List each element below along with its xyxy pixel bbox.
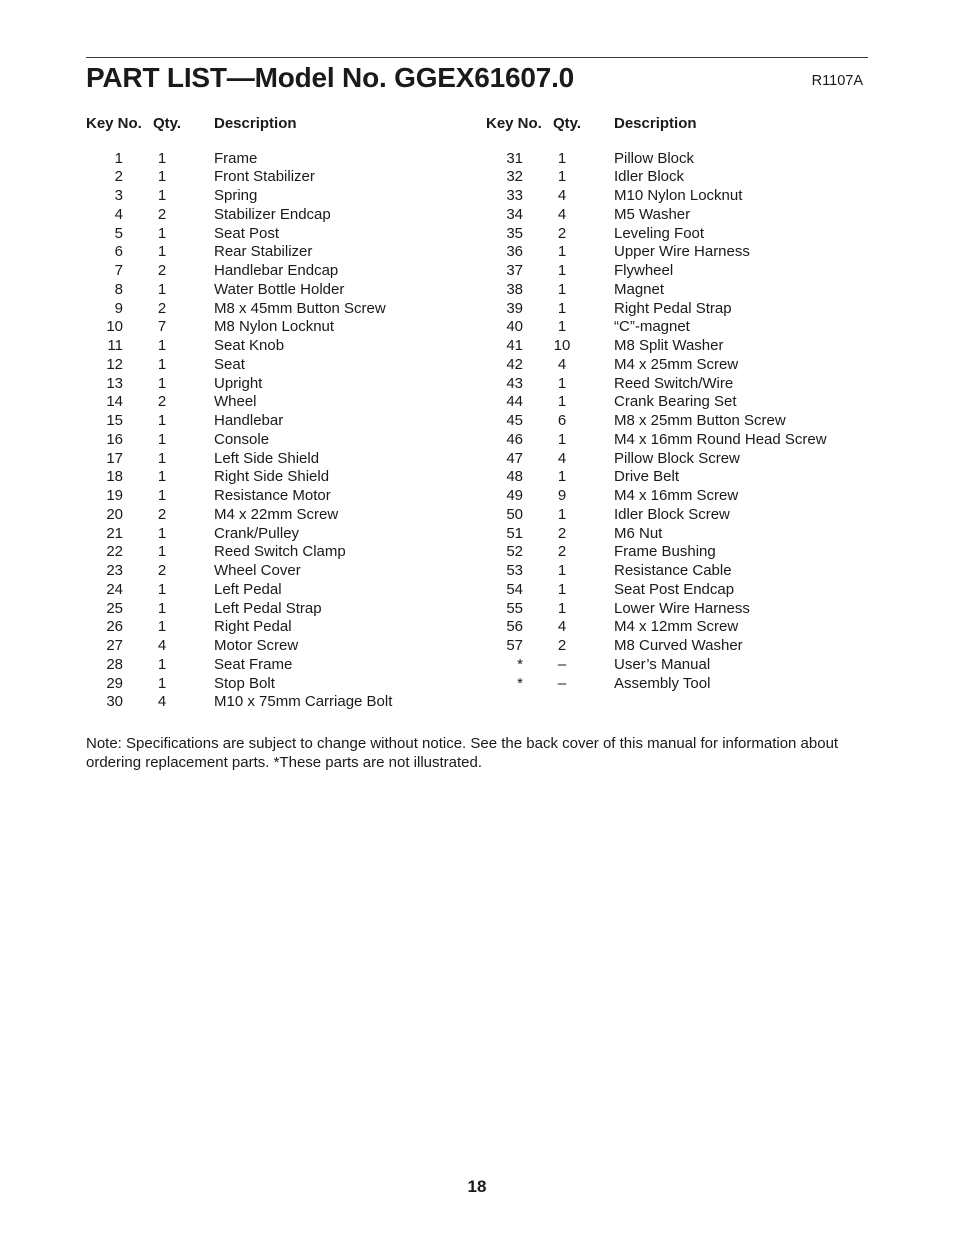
- header-key-no: Key No.: [486, 115, 542, 132]
- description-cell: M8 x 25mm Button Screw: [614, 412, 786, 429]
- key-no-cell: 55: [506, 599, 523, 617]
- qty-cell: 1: [157, 543, 167, 561]
- description-cell: Right Pedal: [214, 618, 292, 636]
- qty-cell: 1: [557, 299, 567, 317]
- qty-cell: 1: [157, 168, 167, 186]
- qty-cell: 1: [557, 280, 567, 298]
- key-no-cell: 29: [106, 674, 123, 692]
- description-cell: Frame: [214, 149, 258, 167]
- qty-cell: 2: [157, 562, 167, 579]
- description-cell: Spring: [214, 187, 258, 204]
- description-cell: Leveling Foot: [614, 224, 705, 242]
- description-cell: Right Pedal Strap: [614, 299, 732, 317]
- description-cell: M10 Nylon Locknut: [614, 187, 743, 204]
- description-cell: Front Stabilizer: [214, 168, 315, 186]
- description-cell: Stabilizer Endcap: [214, 205, 331, 223]
- qty-cell: 1: [557, 393, 567, 411]
- description-cell: Assembly Tool: [614, 674, 711, 692]
- description-cell: Idler Block: [614, 168, 685, 186]
- qty-cell: 1: [157, 374, 167, 392]
- key-no-cell: 37: [506, 262, 523, 279]
- qty-cell: 4: [157, 637, 167, 654]
- key-no-cell: 24: [106, 580, 123, 598]
- qty-cell: 1: [157, 487, 167, 504]
- description-cell: Frame Bushing: [614, 543, 716, 561]
- qty-cell: 1: [157, 224, 167, 242]
- key-no-cell: 9: [114, 299, 123, 317]
- qty-cell: 1: [557, 599, 567, 617]
- description-cell: Handlebar: [214, 412, 284, 429]
- key-no-cell: 54: [506, 580, 523, 598]
- qty-cell: 1: [157, 580, 167, 598]
- key-no-cell: 50: [506, 505, 523, 523]
- qty-cell: 1: [557, 374, 567, 392]
- qty-cell: 2: [557, 224, 567, 242]
- description-cell: Upright: [214, 374, 263, 392]
- key-no-cell: 44: [506, 393, 523, 411]
- qty-cell: 1: [157, 599, 167, 617]
- document-code: R1107A: [811, 73, 863, 89]
- key-no-cell: 56: [506, 618, 523, 636]
- qty-cell: 1: [157, 618, 167, 636]
- key-no-cell: 40: [506, 318, 523, 336]
- key-no-cell: 19: [106, 487, 123, 504]
- qty-cell: 1: [557, 580, 567, 598]
- description-cell: Handlebar Endcap: [214, 262, 339, 279]
- qty-cell: 4: [157, 693, 167, 711]
- key-no-cell: 3: [114, 187, 123, 204]
- qty-cell: 7: [157, 318, 167, 336]
- qty-cell: 2: [157, 299, 167, 317]
- description-cell: Pillow Block: [614, 149, 695, 167]
- qty-cell: 1: [157, 468, 167, 486]
- qty-cell: 9: [557, 487, 567, 504]
- key-no-cell: 27: [106, 637, 123, 654]
- key-no-cell: 57: [506, 637, 523, 654]
- qty-cell: 4: [557, 355, 567, 373]
- description-cell: M10 x 75mm Carriage Bolt: [214, 693, 393, 711]
- qty-cell: 2: [157, 505, 167, 523]
- description-cell: Left Pedal Strap: [214, 599, 322, 617]
- page-title: PART LIST—Model No. GGEX61607.0: [86, 62, 575, 93]
- key-no-cell: 35: [506, 224, 523, 242]
- page-number: 18: [467, 1177, 487, 1196]
- qty-cell: 1: [157, 149, 167, 167]
- key-no-cell: 33: [506, 187, 523, 204]
- key-no-cell: 15: [106, 412, 123, 429]
- key-no-cell: 30: [106, 693, 123, 711]
- description-cell: M4 x 16mm Round Head Screw: [614, 430, 827, 448]
- key-no-cell: 14: [106, 393, 123, 411]
- description-cell: Resistance Motor: [214, 487, 331, 504]
- key-no-cell: 22: [106, 543, 123, 561]
- header-description: Description: [214, 115, 297, 132]
- qty-cell: 2: [157, 262, 167, 279]
- key-no-cell: 12: [106, 355, 123, 373]
- key-no-cell: 39: [506, 299, 523, 317]
- qty-cell: 2: [557, 637, 567, 654]
- key-no-cell: 51: [506, 524, 523, 542]
- description-cell: Flywheel: [614, 262, 674, 279]
- description-cell: Crank/Pulley: [214, 524, 300, 542]
- description-cell: Water Bottle Holder: [214, 280, 345, 298]
- key-no-cell: 52: [506, 543, 523, 561]
- description-cell: Right Side Shield: [214, 468, 330, 486]
- qty-cell: 1: [157, 337, 167, 354]
- key-no-cell: 16: [106, 430, 123, 448]
- key-no-cell: 36: [506, 243, 523, 261]
- key-no-cell: 43: [506, 374, 523, 392]
- key-no-cell: 25: [106, 599, 123, 617]
- description-cell: Magnet: [614, 280, 665, 298]
- description-cell: Seat Post: [214, 224, 280, 242]
- header-qty: Qty.: [553, 115, 582, 132]
- qty-cell: 1: [557, 318, 567, 336]
- qty-cell: 1: [157, 355, 167, 373]
- key-no-cell: 49: [506, 487, 523, 504]
- key-no-cell: 42: [506, 355, 523, 373]
- key-no-cell: 20: [106, 505, 123, 523]
- description-cell: M4 x 25mm Screw: [614, 355, 739, 373]
- note-text: Note: Specifications are subject to change without notice. See the back cover of this manual for information about ordering replacement parts. *These parts are not illustrated.: [86, 735, 839, 771]
- description-cell: Upper Wire Harness: [614, 243, 750, 261]
- qty-cell: –: [557, 655, 567, 673]
- description-cell: Pillow Block Screw: [614, 449, 740, 467]
- key-no-cell: 45: [506, 412, 523, 429]
- qty-cell: –: [557, 674, 567, 692]
- qty-cell: 1: [557, 562, 567, 579]
- qty-cell: 1: [557, 149, 567, 167]
- key-no-cell: 2: [114, 168, 123, 186]
- description-cell: Seat: [214, 355, 245, 373]
- description-cell: Drive Belt: [614, 468, 680, 486]
- qty-cell: 4: [557, 187, 567, 204]
- qty-cell: 1: [157, 430, 167, 448]
- header-description: Description: [614, 115, 697, 132]
- key-no-cell: 32: [506, 168, 523, 186]
- description-cell: Reed Switch Clamp: [214, 543, 346, 561]
- description-cell: Lower Wire Harness: [614, 599, 750, 617]
- qty-cell: 1: [157, 243, 167, 261]
- key-no-cell: 7: [114, 262, 123, 279]
- description-cell: Stop Bolt: [214, 674, 275, 692]
- header-key-no: Key No.: [86, 115, 142, 132]
- header-qty: Qty.: [153, 115, 182, 132]
- description-cell: Seat Post Endcap: [614, 580, 735, 598]
- key-no-cell: 5: [114, 224, 123, 242]
- header-rule: [86, 57, 868, 58]
- key-no-cell: 28: [106, 655, 123, 673]
- key-no-cell: 4: [114, 205, 123, 223]
- key-no-cell: 31: [506, 149, 523, 167]
- description-cell: Seat Knob: [214, 337, 285, 354]
- description-cell: M4 x 12mm Screw: [614, 618, 739, 636]
- description-cell: Left Side Shield: [214, 449, 320, 467]
- qty-cell: 6: [557, 412, 567, 429]
- description-cell: Rear Stabilizer: [214, 243, 313, 261]
- description-cell: Reed Switch/Wire: [614, 374, 734, 392]
- key-no-cell: 47: [506, 449, 523, 467]
- description-cell: Resistance Cable: [614, 562, 732, 579]
- qty-cell: 10: [553, 337, 571, 354]
- key-no-cell: *: [517, 655, 523, 673]
- description-cell: Motor Screw: [214, 637, 299, 654]
- description-cell: M4 x 22mm Screw: [214, 505, 339, 523]
- qty-cell: 1: [557, 262, 567, 279]
- qty-cell: 4: [557, 618, 567, 636]
- key-no-cell: 21: [106, 524, 123, 542]
- key-no-cell: 53: [506, 562, 523, 579]
- key-no-cell: 11: [107, 337, 123, 354]
- description-cell: M5 Washer: [614, 205, 691, 223]
- key-no-cell: 46: [506, 430, 523, 448]
- key-no-cell: 6: [114, 243, 123, 261]
- qty-cell: 1: [157, 280, 167, 298]
- description-cell: M8 Curved Washer: [614, 637, 743, 654]
- key-no-cell: 18: [106, 468, 123, 486]
- qty-cell: 1: [557, 243, 567, 261]
- description-cell: M6 Nut: [614, 524, 663, 542]
- description-cell: M8 Split Washer: [614, 337, 724, 354]
- description-cell: M8 Nylon Locknut: [214, 318, 335, 336]
- qty-cell: 2: [157, 393, 167, 411]
- key-no-cell: 17: [106, 449, 123, 467]
- description-cell: Wheel Cover: [214, 562, 301, 579]
- key-no-cell: 1: [114, 149, 123, 167]
- description-cell: Wheel: [214, 393, 257, 411]
- description-cell: User’s Manual: [614, 655, 711, 673]
- qty-cell: 2: [557, 524, 567, 542]
- qty-cell: 1: [157, 412, 167, 429]
- qty-cell: 4: [557, 449, 567, 467]
- key-no-cell: 23: [106, 562, 123, 579]
- description-cell: “C”-magnet: [614, 318, 690, 336]
- qty-cell: 1: [557, 468, 567, 486]
- description-cell: Console: [214, 430, 270, 448]
- key-no-cell: 34: [506, 205, 523, 223]
- key-no-cell: 13: [106, 374, 123, 392]
- qty-cell: 1: [557, 430, 567, 448]
- qty-cell: 1: [157, 449, 167, 467]
- description-cell: M8 x 45mm Button Screw: [214, 299, 386, 317]
- description-cell: M4 x 16mm Screw: [614, 487, 739, 504]
- key-no-cell: 48: [506, 468, 523, 486]
- key-no-cell: 26: [106, 618, 123, 636]
- qty-cell: 1: [557, 505, 567, 523]
- description-cell: Seat Frame: [214, 655, 293, 673]
- description-cell: Idler Block Screw: [614, 505, 730, 523]
- qty-cell: 1: [157, 674, 167, 692]
- qty-cell: 1: [157, 187, 167, 204]
- qty-cell: 2: [157, 205, 167, 223]
- key-no-cell: 8: [114, 280, 123, 298]
- key-no-cell: 41: [506, 337, 523, 354]
- key-no-cell: 38: [506, 280, 523, 298]
- qty-cell: 2: [557, 543, 567, 561]
- qty-cell: 1: [557, 168, 567, 186]
- qty-cell: 1: [157, 524, 167, 542]
- qty-cell: 1: [157, 655, 167, 673]
- key-no-cell: 10: [106, 318, 123, 336]
- qty-cell: 4: [557, 205, 567, 223]
- key-no-cell: *: [517, 674, 523, 692]
- description-cell: Crank Bearing Set: [614, 393, 737, 411]
- description-cell: Left Pedal: [214, 580, 282, 598]
